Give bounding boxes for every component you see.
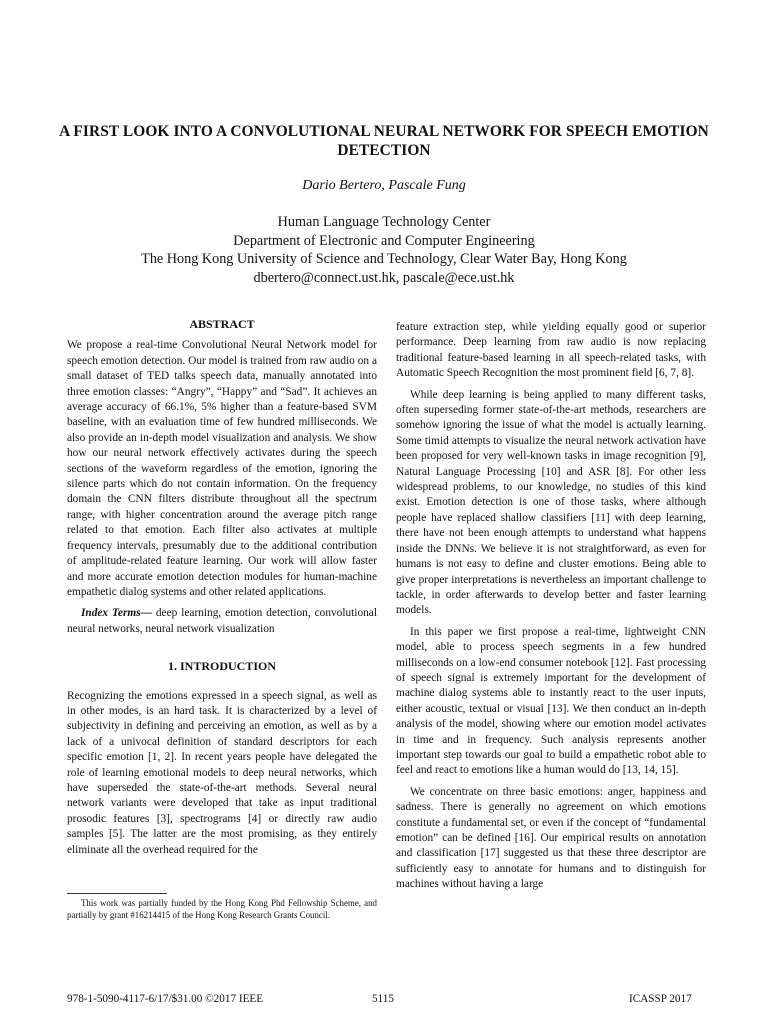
affiliation-university: The Hong Kong University of Science and Technology, Clear Water Bay, Hong Kong: [141, 251, 627, 267]
abstract-heading: ABSTRACT: [189, 317, 255, 331]
intro-paragraph-4: We concentrate on three basic emotions: anger, happiness and sadness. There is generally no agreement on which emotions constitute a fundamental set, or even if the concept of “fundamental emotion” can be defined [16]. Our empirical results on annotation and classification [17] suggested us that these three descriptor are sufficiently easy to annotate for humans and to distinguish for machines without having a large: [396, 785, 706, 891]
introduction-heading: 1. INTRODUCTION: [167, 659, 276, 674]
affiliation-department: Department of Electronic and Computer Engineering: [233, 232, 535, 249]
paper-title: A FIRST LOOK INTO A CONVOLUTIONAL NEURAL NETWORK FOR SPEECH EMOTION DETECTION: [59, 123, 709, 159]
affiliation-center: Human Language Technology Center: [277, 214, 491, 230]
affiliation-emails: dbertero@connect.ust.hk, pascale@ece.ust.hk: [253, 269, 515, 286]
abstract-text: We propose a real-time Convolutional Neural Network model for speech emotion detection. Our model is trained from raw audio on a small dataset of TED talks speech data, manually annotated into three emotion classes: “Angry”, “Happy” and “Sad”. It achieves an average accuracy of 66.1%, 5% higher than a feature-based SVM baseline, with an evaluation time of few hundred milliseconds. We also provide an in-depth model visualization and analysis. We show how our neural network effectively activates during the speech sections of the waveform regardless of the emotion, ignoring the silence parts which do not contain information. On the frequency domain the CNN filters distribute throughout all the spectrum range, with higher concentration around the average pitch range related to that emotion. Each filter also activates at multiple frequency intervals, presumably due to the additional contribution of amplitude-related feature learning. Our work will allow faster and more accurate emotion detection modules for human-machine empathetic dialog systems and other related applications.: [67, 339, 377, 598]
index-terms: [67, 606, 377, 637]
intro-paragraph-3: In this paper we first propose a real-time, lightweight CNN model, able to process speech segments in a few hundred milliseconds on a low-end consumer notebook [12]. Fast processing of speech signal is extremely important for the development of machine dialog systems able to instantly react to the user inputs, either acoustic, textual or visual [13]. We then conduct an in-depth analysis of the model, showing where our emotion model activates in time and in frequency. Such analysis represents another important step towards our goal to build a empathetic robot able to feel and react to emotions like a human would do [13, 14, 15].: [396, 625, 706, 777]
intro-paragraph-1: Recognizing the emotions expressed in a speech signal, as well as in other modes, is an hard task. It is characterized by a level of subjectivity in defining and perceiving an emotion, as well as by a lack of a univocal definition of standard descriptors for each specific emotion [1, 2]. In recent years people have delegated the role of learning emotional models to deep neural networks, which have superseded the state-of-the-art methods. Several neural network variants were developed that take as input traditional prosodic features [3], spectrograms [4] or directly raw audio samples [5]. The latter are the most promising, as they entirely eliminate all the overhead required for the: [67, 689, 377, 856]
left-column: [67, 317, 377, 858]
footnote-divider: [67, 893, 167, 894]
funding-footnote: This work was partially funded by the Hong Kong Phd Fellowship Scheme, and partially by grant #16214415 of the Hong Kong Research Grants Council.: [67, 898, 377, 921]
affiliation-block: [40, 213, 728, 287]
index-terms-label: Index Terms—: [81, 607, 152, 620]
intro-paragraph-2: While deep learning is being applied to many different tasks, often superseding former state-of-the-art methods, researchers are somehow ignoring the issue of what the model is actually learning. Some timid attempts to visualize the neural network activation have been proposed for very well-known tasks in image recognition [9], Natural Language Processing [10] and ASR [8]. For other less widespread problems, to our knowledge, no studies of this kind exist. Emotion detection is one of those tasks, where although people have replaced shallow classifiers [11] with deep learning, there have not been enough attempts to understand what happens inside the DNNs. We believe it is not straightforward, as even for humans is not easy to define and cluster emotions. Being able to give proper interpretations is nevertheless an important challenge to tackle, in order afterwards to develop better and faster learning models.: [396, 388, 706, 617]
footer-conference: ICASSP 2017: [629, 993, 692, 1005]
footer-page-number: 5115: [372, 993, 394, 1005]
right-column: [396, 320, 706, 893]
paper-authors: Dario Bertero, Pascale Fung: [302, 178, 466, 193]
footer-isbn: 978-1-5090-4117-6/17/$31.00 ©2017 IEEE: [67, 993, 264, 1005]
index-terms-text: deep learning, emotion detection, convolutional neural networks, neural network visualization: [67, 607, 377, 635]
intro-paragraph-1-continued: feature extraction step, while yielding equally good or superior performance. Deep learning from raw audio is now replacing traditional feature-based learning in all speech-related tasks, with Automatic Speech Recognition the most prominent field [6, 7, 8].: [396, 321, 706, 380]
